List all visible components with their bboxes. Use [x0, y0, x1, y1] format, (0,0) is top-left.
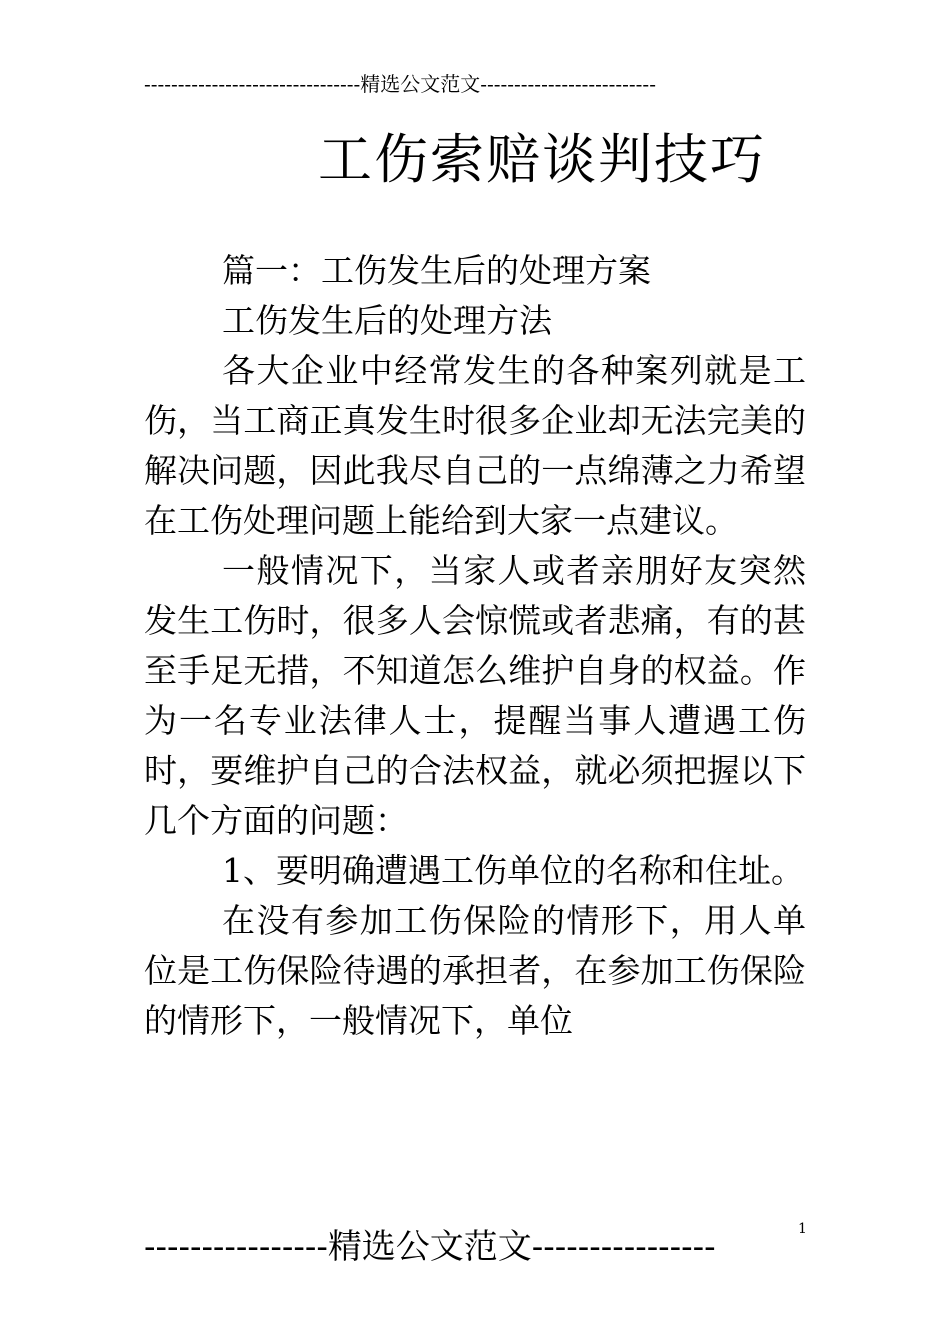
numbered-point: 1、要明确遭遇工伤单位的名称和住址。 — [222, 851, 804, 890]
body-paragraph: 各大企业中经常发生的各种案列就是工伤，当工商正真发生时很多企业却无法完美的解决问题，因此我尽自己的一点绵薄之力希望在工伤处理问题上能给到大家一点建议。 — [144, 351, 806, 540]
body-paragraph: 一般情况下，当家人或者亲朋好友突然发生工伤时，很多人会惊慌或者悲痛，有的甚至手足无措，不知道怎么维护自身的权益。作为一名专业法律人士，提醒当事人遭遇工伤时，要维护自己的合法权益，就必须把握以下几个方面的问题： — [144, 551, 806, 840]
page-footer: ----------------精选公文范文---------------- — [144, 1227, 716, 1267]
document-body — [144, 246, 806, 1046]
subheading: 工伤发生后的处理方法 — [222, 301, 552, 340]
body-paragraph: 在没有参加工伤保险的情形下，用人单位是工伤保险待遇的承担者，在参加工伤保险的情形下，一般情况下，单位 — [144, 901, 806, 1040]
section-heading: 篇一：工伤发生后的处理方案 — [222, 251, 651, 290]
document-title: 工伤索赔谈判技巧 — [318, 128, 766, 191]
page-number: 1 — [798, 1221, 807, 1237]
page-header: --------------------------------精选公文范文-------------------------- — [144, 72, 656, 96]
